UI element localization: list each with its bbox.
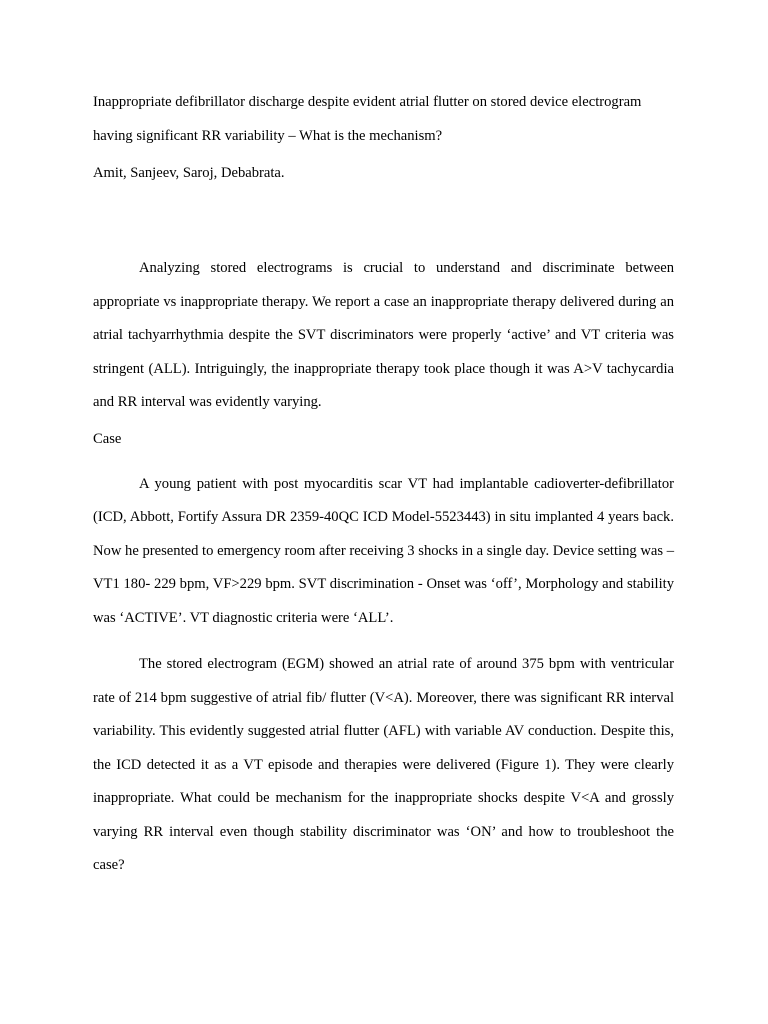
article-title: Inappropriate defibrillator discharge despite evident atrial flutter on stored device electrogram having significant RR variability – What is the mechanism? <box>93 94 642 144</box>
egm-findings-paragraph: The stored electrogram (EGM) showed an atrial rate of around 375 bpm with ventricular rate of 214 bpm suggestive of atrial fib/ flutter (V<A). Moreover, there was significant RR interval variability. This evidently suggested atrial flutter (AFL) with variable AV conduction. Despite this, the ICD detected it as a VT episode and therapies were delivered (Figure 1). They were clearly inappropriate. What could be mechanism for the inappropriate shocks despite V<A and grossly varying RR interval even though stability discriminator was ‘ON’ and how to troubleshoot the case? <box>93 656 674 873</box>
author-list: Amit, Sanjeev, Saroj, Debabrata. <box>93 165 285 181</box>
case-description-paragraph: A young patient with post myocarditis scar VT had implantable cadioverter-defibrillator (ICD, Abbott, Fortify Assura DR 2359-40QC ICD Model-5523443) in situ implanted 4 years back. Now he presented to emergency room after receiving 3 shocks in a single day. Device setting was – VT1 180- 229 bpm, VF>229 bpm. SVT discrimination - Onset was ‘off’, Morphology and stability was ‘ACTIVE’. VT diagnostic criteria were ‘ALL’. <box>93 475 674 626</box>
section-heading-case: Case <box>93 430 122 447</box>
document-page <box>93 86 674 883</box>
intro-paragraph: Analyzing stored electrograms is crucial to understand and discriminate between appropriate vs inappropriate therapy. We report a case an inappropriate therapy delivered during an atrial tachyarrhythmia despite the SVT discriminators were properly ‘active’ and VT criteria was stringent (ALL). Intriguingly, the inappropriate therapy took place though it was A>V tachycardia and RR interval was evidently varying. <box>93 260 674 410</box>
